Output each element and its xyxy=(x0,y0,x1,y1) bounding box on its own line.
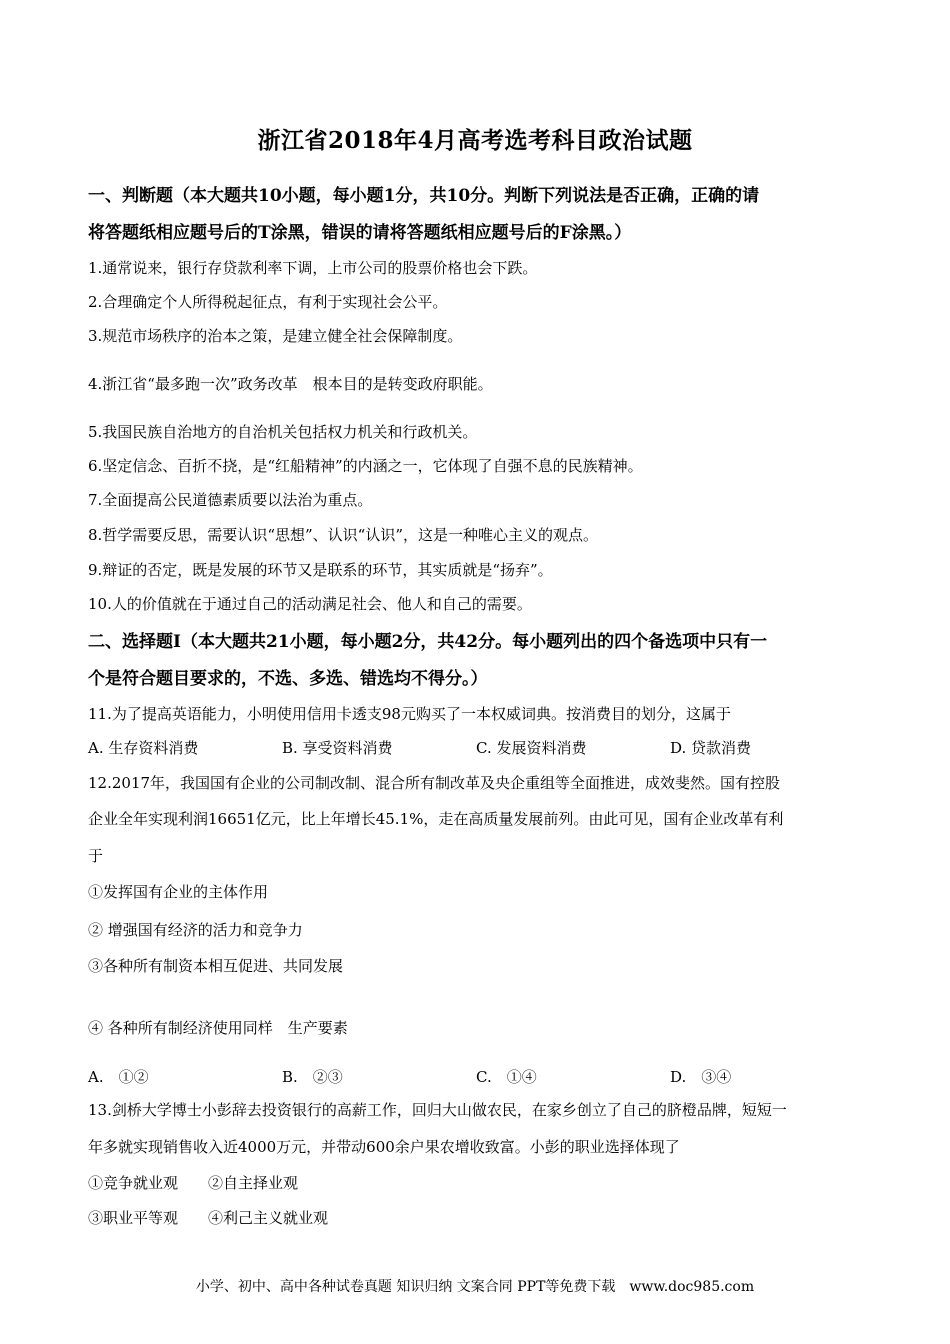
q12-statement-4: ④ 各种所有制经济使用同样 生产要素 xyxy=(88,1019,348,1037)
question-1: 1.通常说来，银行存贷款利率下调，上市公司的股票价格也会下跌。 xyxy=(88,259,538,277)
question-13-stem-line1: 13.剑桥大学博士小彭辞去投资银行的高薪工作，回归大山做农民，在家乡创立了自己的脐橙品牌，短短一 xyxy=(88,1101,787,1119)
q11-option-a: A. 生存资料消费 xyxy=(88,739,199,757)
page-footer: 小学、初中、高中各种试卷真题 知识归纳 文案合同 PPT等免费下载 www.doc985.com xyxy=(195,1279,755,1295)
q11-option-b: B. 享受资料消费 xyxy=(282,739,393,757)
question-11-stem: 11.为了提高英语能力，小明使用信用卡透支98元购买了一本权威词典。按消费目的划分，这属于 xyxy=(88,705,731,723)
question-13-stem-line2: 年多就实现销售收入近4000万元，并带动600余户果农增收致富。小彭的职业选择体现了 xyxy=(88,1138,680,1156)
q11-option-d: D. 贷款消费 xyxy=(670,739,752,757)
section1-heading-line2: 将答题纸相应题号后的T涂黑，错误的请将答题纸相应题号后的F涂黑。） xyxy=(88,223,632,243)
question-8: 8.哲学需要反思，需要认识“思想”、认识“认识”，这是一种唯心主义的观点。 xyxy=(88,526,598,544)
q12-option-b: B. ②③ xyxy=(282,1068,343,1086)
question-10: 10.人的价值就在于通过自己的活动满足社会、他人和自己的需要。 xyxy=(88,595,532,613)
q12-statement-2: ② 增强国有经济的活力和竞争力 xyxy=(88,921,303,939)
q12-option-a: A. ①② xyxy=(88,1068,149,1086)
q13-statements-row2: ③职业平等观 ④利己主义就业观 xyxy=(88,1209,329,1227)
question-6: 6.坚定信念、百折不挠，是“红船精神”的内涵之一，它体现了自强不息的民族精神。 xyxy=(88,457,643,475)
question-5: 5.我国民族自治地方的自治机关包括权力机关和行政机关。 xyxy=(88,423,478,441)
section2-heading-line1: 二、选择题Ⅰ（本大题共21小题，每小题2分，共42分。每小题列出的四个备选项中只有一 xyxy=(88,632,768,652)
q12-statement-1: ①发挥国有企业的主体作用 xyxy=(88,883,269,901)
q12-option-c: C. ①④ xyxy=(476,1068,537,1086)
question-4: 4.浙江省“最多跑一次”政务改革 根本目的是转变政府职能。 xyxy=(88,375,493,393)
q12-statement-3: ③各种所有制资本相互促进、共同发展 xyxy=(88,957,344,975)
question-7: 7.全面提高公民道德素质要以法治为重点。 xyxy=(88,491,373,509)
q11-option-c: C. 发展资料消费 xyxy=(476,739,587,757)
q13-statements-row1: ①竞争就业观 ②自主择业观 xyxy=(88,1174,299,1192)
question-3: 3.规范市场秩序的治本之策，是建立健全社会保障制度。 xyxy=(88,327,463,345)
question-2: 2.合理确定个人所得税起征点，有利于实现社会公平。 xyxy=(88,293,448,311)
question-12-stem-line1: 12.2017年，我国国有企业的公司制改制、混合所有制改革及央企重组等全面推进，成效斐然。国有控股 xyxy=(88,774,781,792)
question-9: 9.辩证的否定，既是发展的环节又是联系的环节，其实质就是“扬弃”。 xyxy=(88,561,553,579)
section2-heading-line2: 个是符合题目要求的，不选、多选、错选均不得分。） xyxy=(88,669,488,689)
question-12-stem-line2: 企业全年实现利润16651亿元，比上年增长45.1%，走在高质量发展前列。由此可见，国有企业改革有利 xyxy=(88,810,784,828)
section1-heading-line1: 一、判断题（本大题共10小题，每小题1分，共10分。判断下列说法是否正确，正确的请 xyxy=(88,186,760,206)
q12-option-d: D. ③④ xyxy=(670,1068,732,1086)
page-title: 浙江省2018年4月高考选考科目政治试题 xyxy=(257,127,693,154)
question-12-stem-line3: 于 xyxy=(88,847,104,865)
